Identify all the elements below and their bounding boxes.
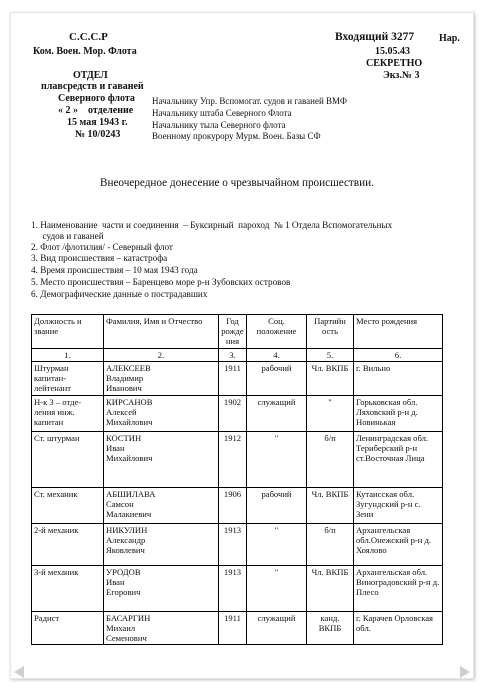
item-3: 3. Вид происшествия – катастрофа [31, 253, 168, 263]
arrow-right-icon[interactable] [460, 666, 470, 678]
table-number-row [32, 349, 443, 362]
cell-name [104, 488, 219, 524]
table-header-row [32, 315, 443, 349]
first-name: Алексей [106, 407, 137, 417]
patronymic: Яковлевич [106, 545, 145, 555]
table-row [32, 566, 443, 612]
patronymic: Малакиевич [106, 509, 152, 519]
header-dept3: Северного флота [58, 93, 135, 104]
col-number: 6. [354, 349, 443, 362]
cell-birthplace: Архангельская обл. Виноградовский р-н д. Плесо [354, 566, 443, 612]
item-1: 1. Наименование части и соединения – Буксирный пароход № 1 Отдела Вспомогательных [31, 220, 393, 230]
item-1-cont: судов и гаваней [31, 231, 104, 241]
cell-party: Чл. ВКПБ [307, 488, 354, 524]
patronymic: Семенович [106, 633, 147, 643]
cell-birthplace: г. Вильно [354, 362, 443, 396]
patronymic: Михайлович [106, 453, 153, 463]
report-heading: Внеочередное донесение о чрезвычайном происшествии. [100, 177, 374, 189]
item-4: 4. Время происшествия – 10 мая 1943 года [31, 265, 198, 275]
header-dept4: « 2 » отделение [58, 105, 134, 116]
cell-name [104, 524, 219, 566]
first-name: Владимир [106, 373, 144, 383]
header-birthplace: Место рождения [354, 315, 443, 349]
cell-party: б/п [307, 432, 354, 488]
cell-birthplace: Ленинградская обл. Териберский р-н ст.Восточная Лица [354, 432, 443, 488]
cell-name [104, 612, 219, 645]
cell-party: Чл. ВКПБ [307, 362, 354, 396]
cell-year: 1911 [219, 612, 247, 645]
surname: НИКУЛИН [106, 525, 148, 535]
cell-year: 1911 [219, 362, 247, 396]
cell-position: 3-й механик [32, 566, 104, 612]
header-number: № 10/0243 [75, 129, 121, 140]
cell-social: рабочий [247, 488, 307, 524]
patronymic: Иванович [106, 383, 142, 393]
table-row [32, 612, 443, 645]
addressee-2: Начальнику штаба Северного Флота [152, 108, 292, 118]
cell-party: канд. ВКПБ [307, 612, 354, 645]
cell-position: Н-к 3 – отде-ления инж. капитан [32, 396, 104, 432]
header-year: Год рожде ния [219, 315, 247, 349]
surname: КОСТИН [106, 433, 142, 443]
surname: БАСАРГИН [106, 613, 151, 623]
surname: КИРСАНОВ [106, 397, 153, 407]
header-name: Фамилия, Имя и Отчество [104, 315, 219, 349]
incoming-nar: Нар. [439, 33, 460, 44]
cell-position: Ст. механик [32, 488, 104, 524]
header-command: Ком. Воен. Мор. Флота [33, 46, 137, 57]
cell-birthplace: Горьковская обл. Ляховский р-н д. Новинькая [354, 396, 443, 432]
header-dept: ОТДЕЛ [73, 70, 108, 81]
addressee-4: Военному прокурору Мурм. Воен. Базы СФ [152, 131, 321, 141]
table-row [32, 362, 443, 396]
table-row [32, 524, 443, 566]
cell-party: " [307, 396, 354, 432]
addressee-1: Начальнику Упр. Вспомогат. судов и гаваней ВМФ [152, 96, 348, 106]
cell-position: Ст. штурман [32, 432, 104, 488]
cell-year: 1913 [219, 566, 247, 612]
col-number: 3. [219, 349, 247, 362]
addressee-3: Начальнику тыла Северного флота [152, 120, 286, 130]
cell-social: служащий [247, 396, 307, 432]
first-name: Иван [106, 577, 125, 587]
patronymic: Михайлович [106, 417, 153, 427]
incoming-date: 15.05.43 [375, 46, 410, 57]
cell-birthplace: Архангельская обл.Онежский р-н д. Хоялово [354, 524, 443, 566]
header-date: 15 мая 1943 г. [67, 117, 128, 128]
cell-position: 2-й механик [32, 524, 104, 566]
item-6: 6. Демографические данные о пострадавших [31, 289, 208, 299]
cell-year: 1912 [219, 432, 247, 488]
arrow-left-icon[interactable] [14, 666, 24, 678]
cell-birthplace: Кутаисская обл. Зугундский р-н с. Зени [354, 488, 443, 524]
surname: АЛЕКСЕЕВ [106, 363, 151, 373]
cell-name [104, 432, 219, 488]
cell-social: " [247, 432, 307, 488]
patronymic: Егорович [106, 587, 141, 597]
table-row [32, 432, 443, 488]
header-country: С.С.С.Р [69, 31, 108, 43]
first-name: Александр [106, 535, 146, 545]
table-row [32, 396, 443, 432]
col-number: 1. [32, 349, 104, 362]
item-5: 5. Место происшествия – Баренцево море р-н Зубовских островов [31, 277, 291, 287]
cell-name [104, 566, 219, 612]
first-name: Михаил [106, 623, 136, 633]
cell-name [104, 362, 219, 396]
cell-social: служащий [247, 612, 307, 645]
col-number: 2. [104, 349, 219, 362]
header-dept2: плавсредств и гаваней [41, 81, 144, 92]
cell-party: б/п [307, 524, 354, 566]
cell-social: " [247, 524, 307, 566]
cell-social: рабочий [247, 362, 307, 396]
cell-social: " [247, 566, 307, 612]
casualty-table [31, 314, 443, 645]
cell-year: 1913 [219, 524, 247, 566]
col-number: 5. [307, 349, 354, 362]
header-position: Должность и звание [32, 315, 104, 349]
surname: УРОДОВ [106, 567, 141, 577]
incoming-stamp: Входящий 3277 [335, 31, 415, 43]
cell-position: Радист [32, 612, 104, 645]
table-row [32, 488, 443, 524]
cell-year: 1902 [219, 396, 247, 432]
first-name: Иван [106, 443, 125, 453]
secret-label: СЕКРЕТНО [366, 58, 423, 69]
cell-birthplace: г. Карачев Орловская обл. [354, 612, 443, 645]
cell-name [104, 396, 219, 432]
first-name: Самсон [106, 499, 134, 509]
cell-year: 1906 [219, 488, 247, 524]
document-page [10, 12, 474, 679]
item-2: 2. Флот /флотилия/ - Северный флот [31, 242, 173, 252]
header-social: Соц. положение [247, 315, 307, 349]
col-number: 4. [247, 349, 307, 362]
copy-number: Экз.№ 3 [383, 70, 420, 81]
surname: АБШИЛАВА [106, 489, 156, 499]
cell-party: Чл. ВКПБ [307, 566, 354, 612]
cell-position: Штурман капитан-лейтенант [32, 362, 104, 396]
header-party: Партийн ость [307, 315, 354, 349]
